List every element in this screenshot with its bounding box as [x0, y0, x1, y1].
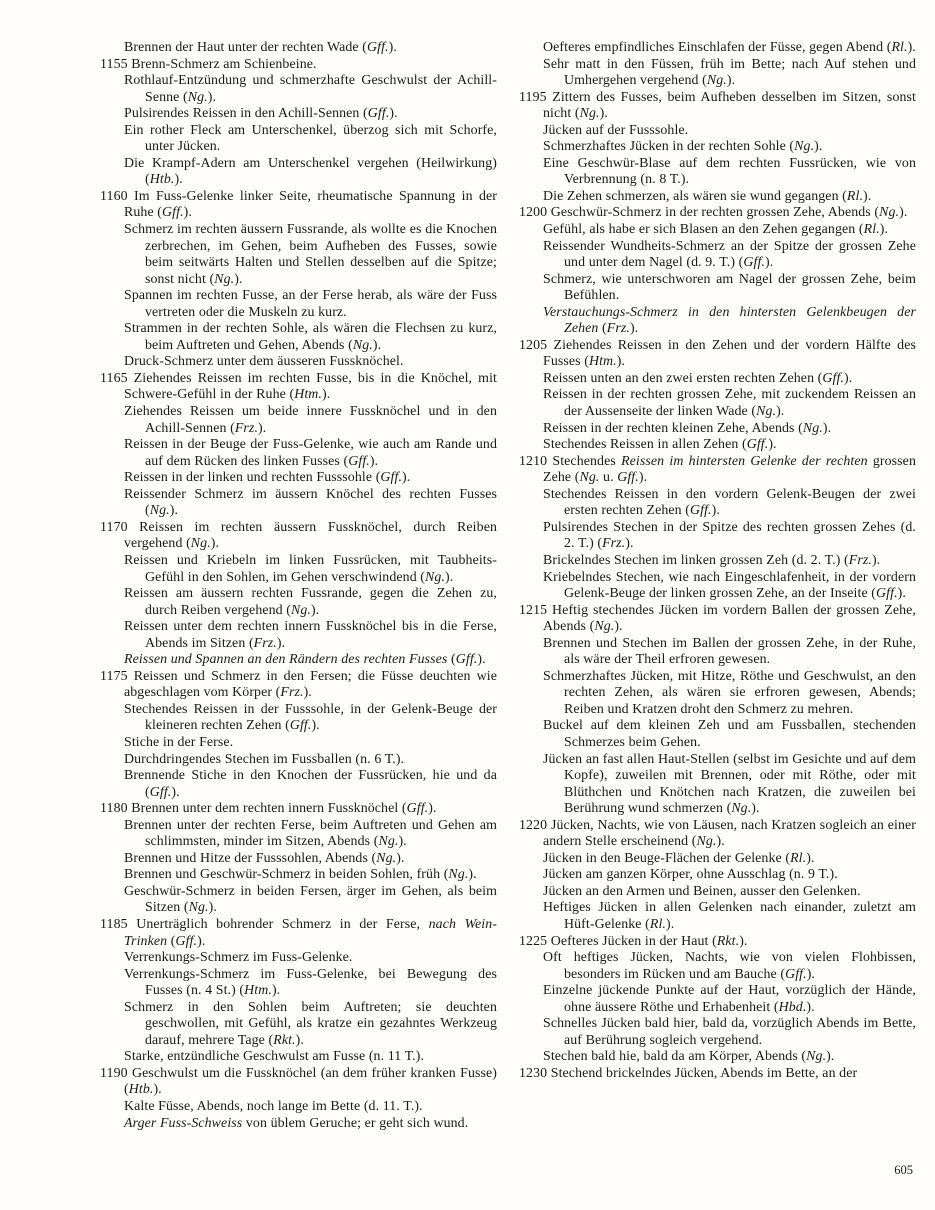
symptom-entry: Schmerz in den Sohlen beim Auftreten; sie deuchten geschwollen, mit Gefühl, als kratze ein gezahntes Werkzeug darauf, mehrere Tage (Rkt.).	[124, 999, 497, 1048]
symptom-entry: Stechen bald hie, bald da am Körper, Abends (Ng.).	[543, 1049, 835, 1065]
symptom-entry: Arger Fuss-Schweiss von üblem Geruche; er geht sich wund.	[124, 1115, 469, 1131]
symptom-entry: Verrenkungs-Schmerz im Fuss-Gelenke, bei Bewegung des Fusses (n. 4 St.) (Htm.).	[124, 966, 497, 999]
symptom-entry: Stechendes Reissen in allen Zehen (Gff.).	[543, 437, 777, 453]
symptom-entry: Reissen in der rechten kleinen Zehe, Abends (Ng.).	[543, 420, 832, 436]
symptom-entry: Ein rother Fleck am Unterschenkel, überzog sich mit Schorfe, unter Jücken.	[124, 122, 497, 155]
symptom-entry: 1185 Unerträglich bohrender Schmerz in der Ferse, nach Wein-Trinken (Gff.).	[100, 916, 497, 949]
symptom-entry: Brennen und Geschwür-Schmerz in beiden Sohlen, früh (Ng.).	[124, 867, 477, 883]
symptom-entry: 1220 Jücken, Nachts, wie von Läusen, nach Kratzen sogleich an einer andern Stelle erscheinend (Ng.).	[519, 817, 916, 850]
text-columns	[100, 40, 915, 1132]
symptom-entry: 1190 Geschwulst um die Fussknöchel (an dem früher kranken Fusse) (Htb.).	[100, 1065, 497, 1098]
symptom-entry: Kriebelndes Stechen, wie nach Eingeschlafenheit, in der vordern Gelenk-Beuge der linken grossen Zehe, an der Inseite (Gff.).	[543, 569, 916, 602]
symptom-entry: 1180 Brennen unter dem rechten innern Fussknöchel (Gff.).	[100, 801, 437, 817]
symptom-entry: Verstauchungs-Schmerz in den hintersten Gelenkbeugen der Zehen (Frz.).	[543, 304, 916, 337]
symptom-entry: Stiche in der Ferse.	[124, 734, 234, 750]
symptom-entry: Jücken auf der Fusssohle.	[543, 122, 689, 138]
symptom-entry: Pulsirendes Reissen in den Achill-Sennen (Gff.).	[124, 106, 398, 122]
symptom-entry: 1175 Reissen und Schmerz in den Fersen; die Füsse deuchten wie abgeschlagen vom Körper (Frz.).	[100, 668, 497, 701]
symptom-entry: Einzelne jückende Punkte auf der Haut, vorzüglich der Hände, ohne äussere Röthe und Erhabenheit (Hbd.).	[543, 983, 916, 1015]
symptom-entry: Reissen in der rechten grossen Zehe, mit zuckendem Reissen an der Aussenseite der linken Wade (Ng.).	[543, 387, 916, 420]
symptom-entry: Heftiges Jücken in allen Gelenken nach einander, zuletzt am Hüft-Gelenke (Rl.).	[543, 900, 916, 932]
symptom-entry: Spannen im rechten Fusse, an der Ferse herab, als wäre der Fuss vertreten oder die Muskeln zu kurz.	[124, 288, 497, 320]
symptom-entry: Pulsirendes Stechen in der Spitze des rechten grossen Zehes (d. 2. T.) (Frz.).	[543, 519, 916, 552]
symptom-entry: Reissender Schmerz im äussern Knöchel des rechten Fusses (Ng.).	[124, 486, 497, 519]
symptom-entry: Oefteres empfindliches Einschlafen der Füsse, gegen Abend (Rl.).	[543, 40, 916, 55]
symptom-entry: Ziehendes Reissen um beide innere Fussknöchel und in den Achill-Sennen (Frz.).	[124, 404, 497, 436]
symptom-entry: Jücken am ganzen Körper, ohne Ausschlag (n. 9 T.).	[543, 867, 838, 883]
symptom-entry: Jücken in den Beuge-Flächen der Gelenke (Rl.).	[543, 850, 815, 866]
symptom-entry: 1170 Reissen im rechten äussern Fussknöchel, durch Reiben vergehend (Ng.).	[100, 519, 497, 552]
symptom-entry: Jücken an den Armen und Beinen, ausser den Gelenken.	[543, 883, 861, 899]
symptom-entry: Durchdringendes Stechen im Fussballen (n. 6 T.).	[124, 751, 405, 767]
symptom-entry: Jücken an fast allen Haut-Stellen (selbst im Gesichte und auf dem Kopfe), zuweilen mit Brennen, oder mit Röthe, oder mit Blüthchen und Knötchen nach Kratzen, die zuweilen bei Berührung wund schmerzen (Ng.).	[543, 751, 916, 817]
symptom-entry: Reissen unten an den zwei ersten rechten Zehen (Gff.).	[543, 370, 853, 386]
symptom-entry: Buckel auf dem kleinen Zeh und am Fussballen, stechenden Schmerzes beim Gehen.	[543, 718, 916, 750]
symptom-entry: Stechendes Reissen in der Fusssohle, in der Gelenk-Beuge der kleineren rechten Zehen (Gff.).	[124, 701, 497, 734]
symptom-entry: Kalte Füsse, Abends, noch lange im Bette (d. 11. T.).	[124, 1099, 423, 1114]
symptom-entry: Schmerzhaftes Jücken in der rechten Sohle (Ng.).	[543, 139, 823, 155]
symptom-entry: 1215 Heftig stechendes Jücken im vordern Ballen der grossen Zehe, Abends (Ng.).	[519, 602, 916, 635]
symptom-entry: Brickelndes Stechen im linken grossen Zeh (d. 2. T.) (Frz.).	[543, 552, 881, 568]
symptom-entry: Eine Geschwür-Blase auf dem rechten Fussrücken, wie von Verbrennung (n. 8 T.).	[543, 155, 916, 188]
symptom-entry: Die Krampf-Adern am Unterschenkel vergehen (Heilwirkung) (Htb.).	[124, 155, 497, 188]
symptom-entry: Druck-Schmerz unter dem äusseren Fussknöchel.	[124, 354, 404, 370]
symptom-entry: Brennende Stiche in den Knochen der Fussrücken, hie und da (Gff.).	[124, 768, 497, 800]
symptom-entry: Reissender Wundheits-Schmerz an der Spitze der grossen Zehe und unter dem Nagel (d. 9. T.) (Gff.).	[543, 238, 916, 271]
symptom-entry: 1160 Im Fuss-Gelenke linker Seite, rheumatische Spannung in der Ruhe (Gff.).	[100, 188, 497, 221]
symptom-entry: Brennen der Haut unter der rechten Wade (Gff.).	[124, 40, 397, 55]
symptom-entry: Schmerz im rechten äussern Fussrande, als wollte es die Knochen zerbrechen, im Gehen, beim Aufheben des Fusses, sowie beim seitwärts Halten und Stellen desselben auf die Spitze; sonst nicht (Ng.).	[124, 222, 497, 287]
symptom-entry: Reissen in der Beuge der Fuss-Gelenke, wie auch am Rande und auf dem Rücken des linken Fusses (Gff.).	[124, 437, 497, 469]
text-column-left	[100, 40, 497, 1132]
symptom-entry: 1195 Zittern des Fusses, beim Aufheben desselben im Sitzen, sonst nicht (Ng.).	[519, 89, 916, 122]
text-column-right	[519, 40, 916, 1132]
symptom-entry: 1155 Brenn-Schmerz am Schienbeine.	[100, 56, 317, 72]
symptom-entry: Stechendes Reissen in den vordern Gelenk-Beugen der zwei ersten rechten Zehen (Gff.).	[543, 486, 916, 519]
symptom-entry: Reissen am äussern rechten Fussrande, gegen die Zehen zu, durch Reiben vergehend (Ng.).	[124, 586, 497, 618]
symptom-entry: Die Zehen schmerzen, als wären sie wund gegangen (Rl.).	[543, 188, 872, 204]
symptom-entry: Sehr matt in den Füssen, früh im Bette; nach Auf stehen und Umhergehen vergehend (Ng.).	[543, 56, 916, 89]
symptom-entry: Verrenkungs-Schmerz im Fuss-Gelenke.	[124, 950, 353, 966]
symptom-entry: 1225 Oefteres Jücken in der Haut (Rkt.).	[519, 933, 748, 949]
symptom-entry: 1205 Ziehendes Reissen in den Zehen und der vordern Hälfte des Fusses (Htm.).	[519, 337, 916, 370]
symptom-entry: 1200 Geschwür-Schmerz in der rechten grossen Zehe, Abends (Ng.).	[519, 205, 908, 221]
symptom-entry: 1165 Ziehendes Reissen im rechten Fusse, bis in die Knöchel, mit Schwere-Gefühl in der Ruhe (Htm.).	[100, 370, 497, 403]
symptom-entry: Reissen und Spannen an den Rändern des rechten Fusses (Gff.).	[124, 652, 486, 668]
symptom-entry: 1230 Stechend brickelndes Jücken, Abends im Bette, an der	[519, 1065, 858, 1081]
symptom-entry: Starke, entzündliche Geschwulst am Fusse (n. 11 T.).	[124, 1049, 425, 1065]
symptom-entry: Geschwür-Schmerz in beiden Fersen, ärger im Gehen, als beim Sitzen (Ng.).	[124, 883, 497, 916]
symptom-entry: Reissen und Kriebeln im linken Fussrücken, mit Taubheits-Gefühl in den Sohlen, im Gehen verschwindend (Ng.).	[124, 552, 497, 585]
symptom-entry: Reissen in der linken und rechten Fusssohle (Gff.).	[124, 470, 411, 486]
page-number: 605	[894, 1163, 913, 1177]
symptom-entry: Strammen in der rechten Sohle, als wären die Flechsen zu kurz, beim Auftreten und Gehen, Abends (Ng.).	[124, 321, 497, 353]
symptom-entry: Rothlauf-Entzündung und schmerzhafte Geschwulst der Achill-Senne (Ng.).	[124, 73, 497, 105]
symptom-entry: Reissen unter dem rechten innern Fussknöchel bis in die Ferse, Abends im Sitzen (Frz.).	[124, 619, 497, 651]
symptom-entry: Brennen und Hitze der Fusssohlen, Abends (Ng.).	[124, 850, 405, 866]
symptom-entry: Brennen und Stechen im Ballen der grossen Zehe, in der Ruhe, als wäre der Theil erfroren gewesen.	[543, 635, 916, 668]
symptom-entry: Gefühl, als habe er sich Blasen an den Zehen gegangen (Rl.).	[543, 222, 889, 238]
symptom-entry: Oft heftiges Jücken, Nachts, wie von vielen Flohbissen, besonders im Rücken und am Bauche (Gff.).	[543, 950, 916, 982]
symptom-entry: Schmerzhaftes Jücken, mit Hitze, Röthe und Geschwulst, an den rechten Zehen, als wären sie erfroren gewesen, Abends; Reiben und Kratzen droht den Schmerz zu mehren.	[543, 668, 916, 717]
symptom-entry: Schnelles Jücken bald hier, bald da, vorzüglich Abends im Bette, auf Berührung sogleich vergehend.	[543, 1016, 916, 1048]
symptom-entry: Brennen unter der rechten Ferse, beim Auftreten und Gehen am schlimmsten, minder im Sitzen, Abends (Ng.).	[124, 817, 497, 850]
symptom-entry: 1210 Stechendes Reissen im hintersten Gelenke der rechten grossen Zehe (Ng. u. Gff.).	[519, 453, 916, 486]
symptom-entry: Schmerz, wie unterschworen am Nagel der grossen Zehe, beim Befühlen.	[543, 271, 916, 304]
